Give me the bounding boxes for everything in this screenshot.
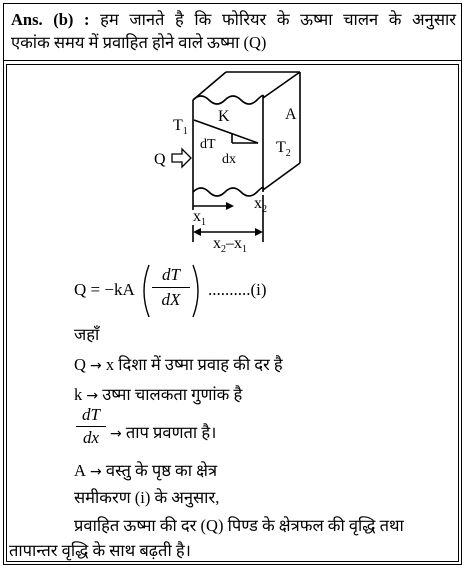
label-Q: Q (154, 151, 166, 168)
label-span: $x_2-x_1$ (213, 235, 247, 255)
definition-gradient: → ताप प्रवणता है। (110, 423, 217, 442)
definition-a: A → वस्तु के पृष्ठ का क्षेत्र (74, 461, 218, 480)
slab-top-wave (193, 95, 263, 104)
heat-conduction-diagram (0, 0, 467, 260)
formula-numerator: dT (162, 265, 180, 284)
conclusion-line-2: तापान्तर वृद्धि के साथ बढ़ती है। (9, 541, 191, 560)
formula-fraction (152, 265, 190, 310)
formula-equation-number: ..........(i) (208, 280, 267, 299)
top-edge-left (193, 72, 226, 100)
x1-arrowhead (226, 202, 234, 210)
label-x2: $x_2$ (254, 195, 267, 215)
label-A: A (285, 106, 297, 123)
conclusion-line-1: प्रवाहित ऊष्मा की दर (Q) पिण्ड के क्षेत्रफल की वृद्धि तथा (74, 516, 404, 535)
slab-bottom-wave (193, 187, 263, 196)
span-arrow-right (255, 228, 263, 236)
where-label: जहाँ (74, 325, 100, 344)
gradient-fraction: dT dx (76, 405, 106, 448)
header-line-2: एकांक समय में प्रवाहित होने वाले ऊष्मा (Q) (11, 33, 267, 52)
formula-paren-right (190, 263, 204, 319)
formula-denominator: dX (161, 290, 181, 309)
answer-label: Ans. (b) : (11, 10, 90, 29)
label-K: K (218, 108, 230, 125)
definition-q: Q → x दिशा में उष्मा प्रवाह की दर है (74, 355, 283, 374)
label-dT: dT (200, 137, 216, 152)
heat-flow-arrow (172, 149, 191, 167)
definition-k: k → उष्मा चालकता गुणांक है (74, 385, 243, 404)
bottom-edge-right (263, 163, 300, 190)
header-text-1: हम जानते है कि फोरियर के ऊष्मा चालन के अनुसार (100, 10, 456, 29)
equation-reference: समीकरण (i) के अनुसार, (74, 488, 220, 507)
formula-paren-left (138, 263, 152, 319)
formula-lhs: Q = −kA (74, 280, 135, 299)
span-arrow-left (193, 228, 201, 236)
label-dx: dx (222, 152, 236, 167)
label-T2: $T_2$ (276, 139, 291, 159)
label-T1: $T_1$ (173, 117, 188, 137)
top-edge-right (263, 72, 300, 98)
label-x1: $x_1$ (193, 208, 206, 228)
